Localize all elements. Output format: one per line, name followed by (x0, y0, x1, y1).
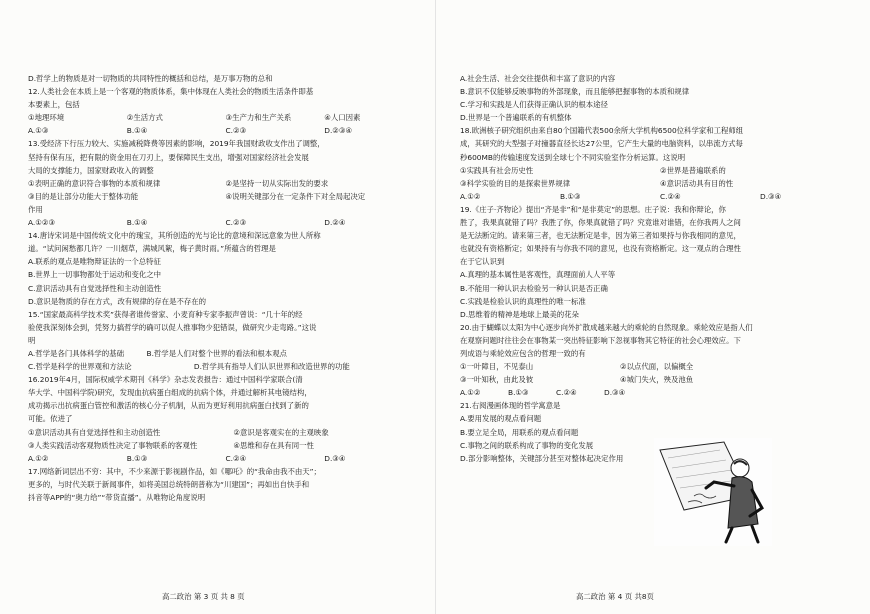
q18-item: ②世界是普遍联系的 (660, 165, 726, 175)
q13-item-tail: 作用 (28, 204, 43, 214)
q17-stem-line: 17.网络新词层出不穷：其中，不少来源于影视剧作品，如《哪吒》的“我命由我不由天”； (28, 466, 321, 476)
q19-option: D.思维着的精神是地球上最美的花朵 (460, 309, 579, 319)
q18-items (460, 164, 860, 177)
q13-item: ③目的是让部分功能大于整体功能 (28, 191, 139, 201)
q13-answer: C.②③ (225, 218, 247, 228)
q16-item: ③人类实践活动客观物质性决定了事物联系的客观性 (28, 440, 198, 450)
q16-item: ④思维和存在具有同一性 (233, 440, 314, 450)
q18-stem-line: 成，其研究的大型强子对撞器直径长达27公里，它产生大量的电脑资料，以串流方式每 (460, 139, 743, 149)
q18-stem-line: 秒600MB的传输速度发送到全球七个不同实验室作分析运算。这说明 (460, 152, 686, 162)
q13-items (28, 190, 423, 203)
cartoon-illustration (654, 438, 772, 546)
q13-item: ①表明正确的意识符合事物的本质和规律 (28, 178, 161, 188)
q15-option: B.哲学是人们对整个世界的看法和根本观点 (146, 348, 287, 358)
q15-option: D.哲学具有指导人们认识世界和改造世界的功能 (193, 362, 350, 372)
q18-answer: C.②④ (660, 191, 681, 201)
q20-item: ④城门失火，殃及池鱼 (620, 375, 694, 385)
q21-option: B.要立足全局，用联系的观点看问题 (460, 427, 579, 437)
q20-items (460, 360, 860, 373)
q16-stem-line: 华大学、中国科学院)研究，发现血抗病蛋白组成的抗病个体，并通过解析其电镜结构， (28, 388, 312, 398)
q13-answer: A.①②③ (28, 218, 56, 228)
q16-item: ②意识是客观实在的主观映象 (233, 427, 329, 437)
q12-answer: A.①③ (28, 126, 49, 136)
q16-item: ①意识活动具有自觉选择性和主动创造性 (28, 427, 161, 437)
q17-stem-line: 抖音等APP的“奥力给”“带货直播”。从唯物论角度说明 (28, 493, 206, 502)
q21-option: D.部分影响整体，关键部分甚至对整体起决定作用 (460, 453, 624, 463)
q17-option: D.世界是一个普遍联系的有机整体 (460, 113, 572, 123)
q19-stem-line: 也就没有资格断定；如果持有与你我不同的意见，也没有资格断定。这一观点的合理性 (460, 244, 741, 254)
q18-answer: D.③④ (760, 191, 782, 201)
q14-option: A.联系的观点是唯物辩证法的一个总特征 (28, 257, 161, 267)
q16-answer: D.③④ (324, 453, 346, 463)
q19-stem-line: 在于它认识到 (460, 257, 505, 267)
q13-stem-line: 13.受经济下行压力较大、实施减税降费等因素的影响，2019年我国财政收支作出了调整， (28, 139, 325, 149)
q12-option: ②生活方式 (126, 113, 163, 123)
q14-option: D.意识是物质的存在方式，改有规律的存在是不存在的 (28, 296, 207, 306)
q13-stem-line: 大局的支撑能力，国家财政收入的调整 (28, 165, 154, 175)
q16-answers (28, 452, 423, 465)
q21-option: A.要用发展的观点看问题 (460, 414, 542, 424)
q12-stem-line: 12.人类社会在本质上是一个客观的物质体系，集中体现在人类社会的物质生活条件即基 (28, 87, 314, 97)
q13-item: ②是坚持一切从实际出发的要求 (225, 178, 329, 188)
q13-items (28, 177, 423, 190)
q13-answers (28, 216, 423, 229)
q15-stem-line: 验使我深刻体会到，凭努力搞哲学的确可以促人推事物少犯错误，做研究少走弯路。”这说 (28, 322, 317, 332)
q16-items (28, 439, 423, 452)
q15-option: A.哲学是各门具体科学的基础 (28, 348, 124, 358)
q16-answer: C.②④ (225, 453, 247, 463)
right-text-column (460, 72, 860, 465)
q20-item: ③一叶知秋，由此及彼 (460, 375, 534, 385)
q12-stem-line: 本要素上，包括 (28, 100, 80, 110)
q14-option: B.世界上一切事物都处于运动和变化之中 (28, 270, 162, 280)
q18-item: ①实践具有社会历史性 (460, 165, 534, 175)
q12-option: ④人口因素 (324, 113, 361, 123)
q20-answers (460, 386, 860, 399)
q21-stem-line: 21.右阅漫画体现的哲学寓意是 (460, 401, 561, 411)
q20-item: ②以点代面，以偏概全 (620, 362, 694, 372)
q20-answer: A.①② (460, 388, 481, 398)
q12-answers (28, 124, 423, 137)
q16-stem-line: 可能。依进了 (28, 414, 73, 424)
page-footer-left: 高二政治 第 3 页 共 8 页 (162, 592, 245, 601)
q19-stem-line: 19.《庄子·齐物论》提出“齐是非”和“是非莫定”的思想。庄子说：我和你辩论，你 (460, 204, 726, 214)
q19-stem-line: 是无法断定的。请来第三者，也无法断定是非，因为第三者如果持与你我相同的意见， (460, 231, 741, 241)
q20-stem-line: 在观察问题时往往会在事物某一突出特征影响下忽视事物其它特征的社会心理效应。下 (460, 335, 741, 345)
q18-answer: B.①③ (560, 191, 581, 201)
q17-option: B.意识不仅能够反映事物的外部现象，而且能够把握事物的本质和规律 (460, 87, 690, 97)
page-footer-right: 高二政治 第 4 页 共8页 (576, 592, 654, 601)
q18-stem-line: 18.欧洲核子研究组织由来自80个国籍代表500余所大学机构6500位科学家和工程师组 (460, 126, 744, 136)
q13-answer: B.①④ (126, 218, 148, 228)
q13-stem-line: 坚持有保有压，把有限的资金用在刀刃上，要保障民生支出，增强对国家经济社会发展 (28, 152, 309, 162)
left-text-column (28, 72, 423, 504)
q20-answer: D.③④ (604, 388, 626, 398)
q14-stem-line: 道。“试问闲愁都几许？一川烟草，满城风絮，梅子黄时雨。”所蕴含的哲理是 (28, 244, 276, 254)
q18-answer: A.①② (460, 191, 481, 201)
q15-option: C.哲学是科学的世界观和方法论 (28, 362, 132, 372)
q17-stem-line: 更多的，与时代关联于新闻事件，如将美国总统特朗普称为“川建国”；再如出自快手和 (28, 479, 310, 489)
q15-stem-line: 15.“国家最高科学技术奖”获得者谁传誉家、小麦育种专家李振声曾说：“几十年的经 (28, 309, 303, 319)
q15-options (28, 360, 423, 373)
q15-options (28, 347, 423, 360)
q12-answer: D.②③④ (324, 126, 353, 136)
q16-items (28, 426, 423, 439)
q17-option: A.社会生活、社会交往提供和丰富了意识的内容 (460, 74, 616, 83)
q12-answer: B.①④ (126, 126, 148, 136)
q19-option: A.真理的基本属性是客观性，真理面前人人平等 (460, 270, 616, 280)
q20-item: ①一叶障目，不见泰山 (460, 362, 534, 372)
q20-stem-line: 列成语与乘轮效应包含的哲理一致的有 (460, 348, 586, 358)
q18-items (460, 177, 860, 190)
q16-answer: A.①② (28, 453, 49, 463)
q19-option: B.不能用一种认识去检验另一种认识是否正确 (460, 283, 608, 293)
q14-stem-line: 14.唐诗宋词是中国传统文化中的瑰宝，其所创造的光与论比的意境和深远意象为世人所称 (28, 231, 321, 241)
q16-stem-line: 16.2019年4月，国际权威学术期刊《科学》杂志发表报告：通过中国科学家联合(清 (28, 375, 303, 385)
q17-option: C.学习和实践是人们获得正确认识的根本途径 (460, 100, 608, 110)
q14-option: C.意识活动具有自觉选择性和主动创造性 (28, 283, 162, 293)
q18-answers (460, 190, 860, 203)
q16-stem-line: 成功揭示出抗病蛋白管控和激活的核心分子机制，从而为更好利用抗病蛋白找到了新的 (28, 401, 309, 411)
q20-stem-line: 20.由于蝴蝶以太阳为中心逐步向外扩散成越来越大的乘轮的自然现象。乘轮效应是指人们 (460, 322, 753, 332)
q19-option: C.实践是检验认识的真理性的唯一标准 (460, 296, 586, 306)
q20-answer: B.①③ (508, 388, 529, 398)
q13-answer: D.②④ (324, 218, 346, 228)
q16-answer: B.①③ (126, 453, 148, 463)
q18-item: ④意识活动具有目的性 (660, 178, 734, 188)
q13-item: ④说明关键部分在一定条件下对全局起决定 (225, 191, 366, 201)
exam-page-right (435, 0, 870, 614)
q19-stem-line: 胜了，我果真就错了吗？我胜了你，你果真就错了吗？究竟谁对谁错，在你我两人之间 (460, 218, 741, 228)
q12-options (28, 111, 423, 124)
q18-item: ③科学实验的目的是探索世界规律 (460, 178, 571, 188)
q12-option: ①地理环境 (28, 113, 65, 123)
q12-option: ③生产力和生产关系 (225, 113, 292, 123)
q12-answer: C.②③ (225, 126, 247, 136)
q20-answer: C.②④ (556, 388, 577, 398)
q21-option: C.事物之间的联系构成了事物的变化发展 (460, 440, 594, 450)
q11-option-d: D.哲学上的物质是对一切物质的共同特性的概括和总结，是万事万物的总和 (28, 74, 273, 83)
q15-stem-line: 明 (28, 335, 36, 345)
q20-items (460, 373, 860, 386)
